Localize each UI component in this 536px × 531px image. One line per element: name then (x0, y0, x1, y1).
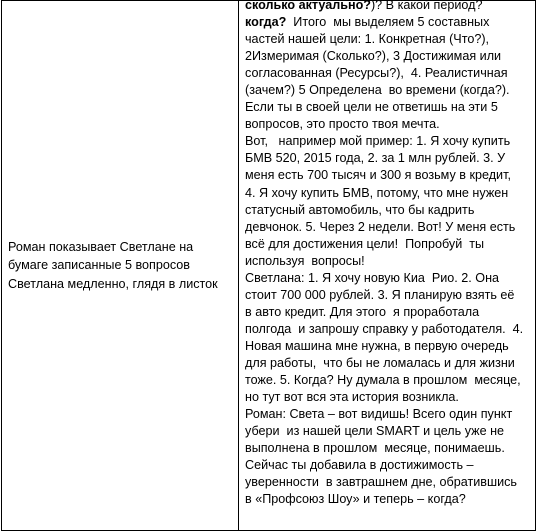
dialogue-line (245, 0, 532, 14)
dialogue-line: согласованная (Ресурсы?), 4. Реалистичная (245, 66, 508, 81)
stage-direction-text (2, 238, 238, 294)
dialogue-line: полгода и запрошу справку у работодателя. 4. (245, 321, 524, 336)
table-row (2, 1, 536, 531)
dialogue-line: Новая машина мне нужна, в первую очередь (245, 338, 509, 353)
dialogue-line: девчонок. 5. Через 2 недели. Вот! У меня есть (245, 219, 516, 234)
dialogue-line: 2Измеримая (Сколько?), 3 Достижимая или (245, 49, 502, 64)
dialogue-line: Светлана: 1. Я хочу новую Киа Рио. 2. Она (245, 270, 500, 285)
dialogue-line: БМВ 520, 2015 года, 2. за 1 млн рублей. 3. У (245, 151, 506, 166)
dialogue-line: Если ты в своей цели не ответишь на эти 5 (245, 100, 498, 115)
dialogue-lines (245, 31, 532, 508)
dialogue-line: тоже. 5. Когда? Ну думала в прошлом месяце, (245, 373, 521, 388)
dialogue-line: всё для достижения цели! Попробуй ты (245, 236, 485, 251)
dialogue-fragment: )? В какой период? (370, 0, 483, 12)
dialogue-line: меня есть 700 тысяч и 300 я возьму в кредит, (245, 168, 511, 183)
stage-direction-line: Светлана медленно, глядя в листок (8, 276, 218, 291)
dialogue-line: уверенности в завтрашнем дне, обратившись (245, 475, 517, 490)
dialogue-line: в «Профсоюз Шоу» и теперь – когда? (245, 492, 466, 507)
stage-direction-cell (2, 1, 239, 531)
dialogue-text (239, 0, 535, 508)
dialogue-line: в авто кредит. Для этого я проработала (245, 304, 480, 319)
dialogue-line: но тут вот вся эта история возникла. (245, 390, 459, 405)
dialogue-line: выполнена в прошлом месяце, понимаешь. (245, 441, 505, 456)
dialogue-fragment: Итого мы выделяем 5 составных (286, 15, 490, 30)
dialogue-line: частей нашей цели: 1. Конкретная (Что?), (245, 32, 490, 47)
dialogue-line: статусный автомобиль, что бы кадрить (245, 202, 475, 217)
dialogue-line: (зачем?) 5 Определена во времени (когда?). (245, 83, 510, 98)
dialogue-line (245, 14, 532, 31)
dialogue-line: стоит 700 000 рублей. 3. Я планирую взять её (245, 287, 515, 302)
dialogue-line: 4. Я хочу купить БМВ, потому, что мне нужен (245, 185, 509, 200)
dialogue-cell (239, 1, 536, 531)
stage-direction-line: бумаге записанные 5 вопросов (8, 258, 190, 273)
dialogue-line: убери из нашей цели SMART и цель уже не (245, 424, 505, 439)
script-table (1, 0, 536, 531)
emphasis-text: сколько актуально? (245, 0, 371, 12)
dialogue-line: Сейчас ты добавила в достижимость – (245, 458, 474, 473)
dialogue-line: Роман: Света – вот видишь! Всего один пункт (245, 407, 513, 422)
dialogue-line: Вот, например мой пример: 1. Я хочу купить (245, 134, 511, 149)
emphasis-text: когда? (245, 15, 287, 30)
stage-direction-line: Роман показывает Светлане на (8, 239, 194, 254)
dialogue-line: для работы, что бы не ломалась и для жизни (245, 355, 515, 370)
dialogue-line: вопросов, это просто твоя мечта. (245, 117, 440, 132)
dialogue-line: используя вопросы! (245, 253, 365, 268)
